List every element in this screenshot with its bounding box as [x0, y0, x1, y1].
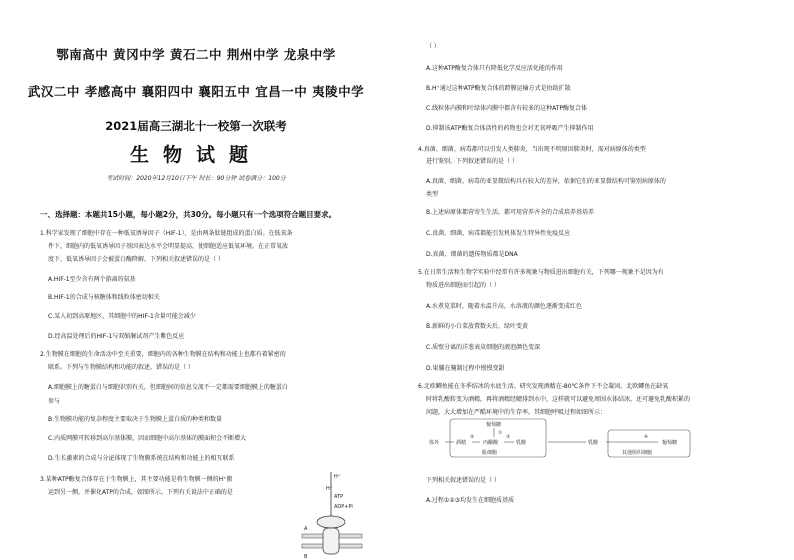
label-circle-1: ①	[498, 431, 503, 436]
q2-option-d: D.生长激素的合成与分泌体现了生物膜系统在结构和功能上的相互联系	[48, 455, 235, 462]
q1-option-a: A.HIF-1至少含有两个游离的氨基	[48, 276, 136, 283]
diagram-label-h2: H⁺	[326, 486, 333, 492]
q4-option-b: B.上述病原体都营寄生生活，都可用营养齐全的合成培养基培养	[426, 209, 595, 216]
label-outside: 体外	[429, 440, 440, 446]
diagram-label-a: A	[304, 526, 308, 532]
q3-right-paren: （ ）	[426, 43, 440, 50]
q4-option-a-line2: 类型	[426, 191, 439, 198]
q3-stem-line2: 运到另一侧，并催化ATP的合成，如图所示。下列有关说法中正确的是	[48, 489, 233, 496]
label-glucose-2: 葡萄糖	[662, 440, 678, 446]
label-alcohol: 酒精	[456, 440, 467, 446]
label-lactate: 乳酸	[516, 440, 527, 446]
q2-option-b: B.生物膜功能的复杂程度主要取决于生物膜上蛋白质的种类和数量	[48, 416, 223, 423]
schools-line-1: 鄂南高中 黄冈中学 黄石二中 荆州中学 龙泉中学	[56, 47, 336, 62]
diagram-label-h1: H⁺	[334, 474, 341, 480]
q2-option-a-line2: 参与	[48, 398, 61, 405]
q5-option-a: A.水煮苋菜时，随着水温升高，水溶液的颜色逐渐变成红色	[426, 303, 582, 310]
q1-option-b: B.HIF-1的合成与核糖体和线粒体密切相关	[48, 294, 160, 301]
diagram-label-adp: ADP+Pi	[334, 504, 353, 510]
q6-ask: 下列相关叙述错误的是（ ）	[426, 477, 500, 484]
schools-line-2: 武汉二中 孝感高中 襄阳四中 襄阳五中 宜昌一中 夷陵中学	[27, 84, 365, 99]
diagram-label-b: B	[304, 554, 308, 560]
q1-stem-line1: 1.科学家发现了细胞中存在一种低氧诱导因子（HIF-1），是由两条肽链组成的蛋白质。在低氧条	[40, 230, 293, 237]
q4-option-c: C.真菌、细菌、病毒都能引发机体发生特异性免疫反应	[426, 230, 571, 237]
right-column	[400, 0, 794, 560]
exam-info: 考试时间：2020年12月10日下午 时长：90分钟 试卷满分：100分	[106, 175, 286, 182]
section-title: 一、选择题：本题共15小题，每小题2分，共30分。每小题只有一个选项符合题目要求。	[40, 210, 337, 219]
q6-stem-line3: 问题，大大增加在严酷环境中的生存率。其细胞呼吸过程如图所示：	[426, 409, 607, 416]
label-other-cells: 其他组织细胞	[622, 450, 653, 456]
atp-synthase-stalk	[323, 528, 339, 554]
q6-stem-line1: 6.北欧鲫鱼能在冬季结冰的水底生活。研究发现酒精在-80℃条件下不会凝固。北欧鲫鱼在缺氧	[418, 383, 669, 390]
q1-stem-line2: 件下，细胞内的低氧诱导因子基因表达水平会明显提高，使细胞适应低氧环境。在正常氧浓	[48, 243, 289, 250]
diagram-label-atp: ATP	[334, 494, 344, 500]
q4-option-a-line1: A.真菌、细菌、病毒的亚显微结构具有较大的差异，依据它们的亚显微结构可鉴别病原体的	[426, 178, 666, 185]
q3-option-c: C.线粒体内膜和叶绿体内膜中都含有较多的这种ATP酶复合体	[426, 105, 588, 112]
left-column	[0, 0, 392, 560]
q2-stem-line1: 2.生物膜在细胞的生命活动中至关重要，细胞内的各种生物膜在结构和功能上也都有着紧密的	[40, 351, 286, 358]
subject-title: 生物试题	[129, 144, 262, 166]
label-circle-3: ③	[506, 435, 511, 440]
q6-stem-line2: 时将乳酸转变为酒精，再将酒精经鳃排到水中，这样就可以避免周围水体结冰，还可避免乳酸积累的	[426, 396, 691, 403]
label-circle-2: ②	[470, 435, 475, 440]
q2-stem-line2: 联系。下列与生物膜结构和功能的叙述，错误的是（ ）	[48, 364, 194, 371]
q5-stem-line1: 5.在日常生活和生物学实验中经常有许多现象与物质进出细胞有关，下列哪一现象不是因为有	[418, 269, 664, 276]
q5-option-d: D.果脯在腌制过程中慢慢变甜	[426, 365, 505, 372]
q3-stem-line1: 3.某种ATP酶复合体存在于生物膜上，其主要功能是将生物膜一侧的H⁺搬	[40, 476, 233, 483]
q2-option-a-line1: A.细胞膜上的糖蛋白与细胞识别有关，但细胞间的信息交流不一定都需要细胞膜上的糖蛋白	[48, 384, 288, 391]
label-circle-4: ④	[644, 435, 649, 440]
label-pyruvate: 丙酮酸	[483, 440, 499, 446]
atp-synthase-head	[317, 516, 345, 528]
label-lactate-2: 乳酸	[588, 440, 599, 446]
label-glycogen: 葡萄糖	[486, 422, 502, 428]
exam-title: 2021届高三湖北十一校第一次联考	[105, 119, 287, 133]
q5-option-b: B.新鲜的小白菜放置数天后，绿叶变黄	[426, 323, 529, 330]
q3-option-a: A.这种ATP酶复合体只有降低化学反应活化能的作用	[426, 65, 563, 72]
q1-stem-line3: 度下，低氧诱导因子会被蛋白酶降解。下列相关叙述错误的是（ ）	[48, 256, 224, 263]
cell-respiration-diagram	[426, 416, 736, 462]
q4-stem-line1: 4.真菌、细菌、病毒都可以引发人类肺炎，当出现不明原因肺炎时，需对病原体的类型	[418, 146, 646, 153]
q4-option-d: D.真菌、细菌的遗传物质都是DNA	[426, 251, 518, 258]
q6-option-a: A.过程①②③均发生在细胞质基质	[426, 497, 515, 504]
label-muscle-cell: 肌细胞	[482, 450, 498, 456]
q3-option-d: D.抑制该ATP酶复合体活性的药物也会对无氧呼吸产生抑制作用	[426, 125, 594, 132]
q4-stem-line2: 进行鉴别。下列叙述错误的是（ ）	[426, 158, 518, 165]
q5-stem-line2: 物质进出细胞而引起的（ ）	[426, 282, 500, 289]
q1-option-d: D.经高温处理后的HIF-1与双缩脲试剂产生紫色反应	[48, 333, 185, 340]
q3-option-b: B.H⁺通过这种ATP酶复合体的跨膜运输方式是协助扩散	[426, 85, 571, 92]
q2-option-c: C.内质网膜可转移到高尔基体膜，因而细胞中高尔基体的膜面积会不断增大	[48, 435, 247, 442]
q5-option-c: C.质壁分离的洋葱表皮细胞的液泡颜色变深	[426, 344, 541, 351]
q1-option-c: C.某人初到高原地区，其细胞中的HIF-1含量可能会减少	[48, 313, 196, 320]
atp-synthase-diagram	[298, 470, 368, 560]
